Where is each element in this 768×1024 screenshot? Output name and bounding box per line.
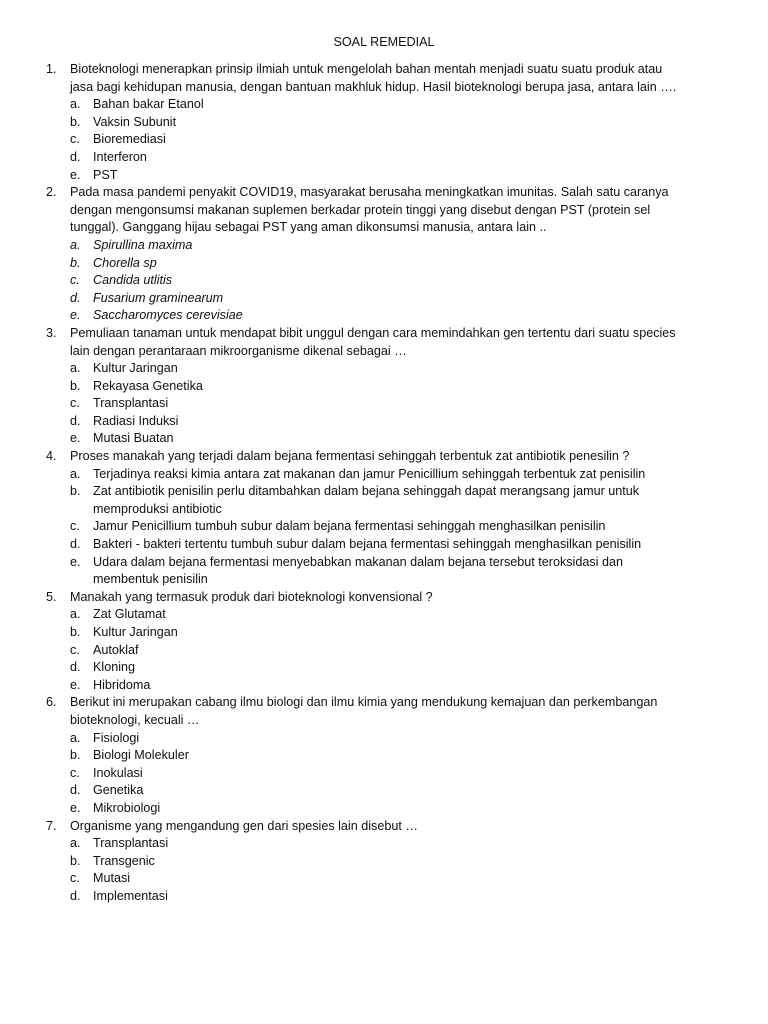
answer-option: [70, 430, 686, 448]
option-letter: d.: [70, 783, 81, 798]
question-number: 4.: [46, 449, 57, 464]
option-text: Hibridoma: [93, 677, 151, 692]
option-text: Fusarium graminearum: [93, 290, 224, 305]
answer-option: [70, 747, 686, 765]
question-3: [46, 325, 686, 448]
question-5: [46, 589, 686, 695]
answer-option: [70, 413, 686, 431]
option-letter: b.: [70, 255, 81, 270]
answer-option: [70, 800, 686, 818]
option-text: Fisiologi: [93, 730, 140, 745]
answer-option: [70, 483, 686, 518]
option-letter: b.: [70, 114, 81, 129]
answer-option: [70, 659, 686, 677]
option-text: Terjadinya reaksi kimia antara zat makanan dan jamur Penicillium sehinggah terbentuk zat penisilin: [93, 466, 646, 481]
question-number: 3.: [46, 325, 57, 340]
option-letter: c.: [70, 765, 80, 780]
answer-option: [70, 96, 686, 114]
answer-option: [70, 870, 686, 888]
question-6: [46, 694, 686, 817]
question-text: Organisme yang mengandung gen dari spesies lain disebut …: [70, 818, 418, 833]
question-1: [46, 61, 686, 184]
option-letter: e.: [70, 677, 81, 692]
option-text: Transplantasi: [93, 396, 169, 411]
question-text: Berikut ini merupakan cabang ilmu biologi dan ilmu kimia yang mendukung kemajuan dan perkembangan bioteknologi, kecuali …: [70, 695, 658, 727]
question-number: 5.: [46, 589, 57, 604]
option-text: Mutasi Buatan: [93, 431, 174, 446]
option-letter: c.: [70, 642, 80, 657]
option-letter: d.: [70, 290, 81, 305]
option-text: Rekayasa Genetika: [93, 378, 203, 393]
answer-option: [70, 642, 686, 660]
answer-option: [70, 255, 686, 273]
question-2: [46, 184, 686, 325]
answer-option: [70, 835, 686, 853]
option-letter: a.: [70, 836, 81, 851]
option-letter: d.: [70, 149, 81, 164]
answer-option: [70, 606, 686, 624]
answer-option: [70, 237, 686, 255]
option-letter: b.: [70, 484, 81, 499]
option-text: Transgenic: [93, 853, 155, 868]
option-text: Bioremediasi: [93, 132, 166, 147]
option-letter: b.: [70, 625, 81, 639]
option-text: Candida utlitis: [93, 273, 173, 288]
option-letter: d.: [70, 888, 81, 903]
option-text: Spirullina maxima: [93, 237, 193, 252]
question-7: [46, 818, 686, 906]
question-number: 7.: [46, 818, 57, 833]
answer-options: [70, 360, 686, 448]
answer-option: [70, 360, 686, 378]
answer-option: [70, 554, 686, 589]
option-text: Jamur Penicillium tumbuh subur dalam bejana fermentasi sehinggah menghasilkan penisilin: [93, 519, 606, 534]
option-text: Interferon: [93, 149, 147, 164]
option-letter: a.: [70, 237, 81, 252]
question-text: Pemuliaan tanaman untuk mendapat bibit unggul dengan cara memindahkan gen tertentu dari suatu species lain dengan perantaraan mikroorganisme dikenal sebagai …: [70, 325, 676, 358]
option-letter: d.: [70, 660, 81, 675]
option-letter: d.: [70, 413, 81, 428]
option-letter: a.: [70, 361, 81, 376]
answer-option: [70, 624, 686, 642]
answer-option: [70, 730, 686, 748]
option-letter: b.: [70, 748, 81, 763]
question-number: 2.: [46, 185, 57, 200]
option-text: Biologi Molekuler: [93, 748, 189, 763]
answer-option: [70, 888, 686, 906]
answer-option: [70, 782, 686, 800]
answer-options: [70, 730, 686, 818]
answer-options: [70, 835, 686, 905]
option-text: Udara dalam bejana fermentasi menyebabkan makanan dalam bejana tersebut teroksidasi dan membentuk penisilin: [93, 554, 623, 587]
option-letter: e.: [70, 167, 81, 182]
option-text: Kloning: [93, 660, 136, 675]
answer-options: [70, 237, 686, 325]
option-text: Bahan bakar Etanol: [93, 97, 204, 112]
option-letter: b.: [70, 378, 81, 393]
option-text: Zat antibiotik penisilin perlu ditambahkan dalam bejana sehinggah dapat merangsang jamur untuk memproduksi antibiotic: [93, 484, 640, 516]
answer-option: [70, 853, 686, 871]
option-text: Autoklaf: [93, 642, 139, 657]
option-text: Implementasi: [93, 888, 168, 903]
answer-option: [70, 167, 686, 185]
option-text: Saccharomyces cerevisiae: [93, 308, 243, 323]
option-letter: c.: [70, 871, 80, 886]
answer-option: [70, 290, 686, 308]
option-letter: a.: [70, 466, 81, 481]
option-text: PST: [93, 167, 118, 182]
option-letter: c.: [70, 132, 80, 147]
question-list: [46, 61, 686, 906]
answer-option: [70, 536, 686, 554]
option-letter: d.: [70, 537, 81, 552]
option-letter: c.: [70, 519, 80, 534]
question-4: [46, 448, 686, 589]
option-text: Inokulasi: [93, 765, 143, 780]
answer-option: [70, 518, 686, 536]
option-text: Bakteri - bakteri tertentu tumbuh subur dalam bejana fermentasi sehinggah menghasilkan penisilin: [93, 537, 642, 552]
option-letter: a.: [70, 607, 81, 622]
question-number: 1.: [46, 62, 57, 76]
answer-option: [70, 307, 686, 325]
option-letter: e.: [70, 800, 81, 815]
answer-option: [70, 466, 686, 484]
answer-option: [70, 114, 686, 132]
option-letter: e.: [70, 431, 81, 446]
option-text: Kultur Jaringan: [93, 625, 178, 639]
option-letter: b.: [70, 853, 81, 868]
page-title: SOAL REMEDIAL: [333, 35, 435, 49]
option-text: Radiasi Induksi: [93, 413, 179, 428]
option-letter: e.: [70, 308, 81, 323]
question-text: Pada masa pandemi penyakit COVID19, masyarakat berusaha meningkatkan imunitas. Salah satu caranya dengan mengonsumsi makanan suplemen berkadar protein tinggi yang disebut dengan PST (protein sel tunggal). Ganggang hijau sebagai PST yang aman dikonsumsi manusia, antara lain ..: [70, 185, 669, 235]
answer-option: [70, 149, 686, 167]
option-text: Mikrobiologi: [93, 800, 161, 815]
answer-option: [70, 395, 686, 413]
option-text: Chorella sp: [93, 255, 157, 270]
option-letter: a.: [70, 730, 81, 745]
question-text: Bioteknologi menerapkan prinsip ilmiah untuk mengelolah bahan mentah menjadi suatu suatu produk atau jasa bagi kehidupan manusia, dengan bantuan makhluk hidup. Hasil bioteknologi berupa jasa, antara lain ….: [70, 62, 677, 94]
question-text: Manakah yang termasuk produk dari bioteknologi konvensional ?: [70, 589, 433, 604]
option-letter: a.: [70, 97, 81, 112]
option-text: Kultur Jaringan: [93, 361, 178, 376]
answer-option: [70, 765, 686, 783]
option-text: Transplantasi: [93, 836, 169, 851]
answer-option: [70, 378, 686, 396]
option-text: Vaksin Subunit: [93, 114, 177, 129]
option-letter: e.: [70, 554, 81, 569]
option-letter: c.: [70, 273, 80, 288]
answer-option: [70, 131, 686, 149]
option-text: Mutasi: [93, 871, 131, 886]
question-text: Proses manakah yang terjadi dalam bejana fermentasi sehinggah terbentuk zat antibiotik penesilin ?: [70, 449, 630, 464]
option-text: Genetika: [93, 783, 144, 798]
question-number: 6.: [46, 695, 57, 710]
option-letter: c.: [70, 396, 80, 411]
answer-option: [70, 677, 686, 695]
answer-options: [70, 606, 686, 694]
answer-options: [70, 96, 686, 184]
answer-options: [70, 466, 686, 589]
option-text: Zat Glutamat: [93, 607, 166, 622]
answer-option: [70, 272, 686, 290]
